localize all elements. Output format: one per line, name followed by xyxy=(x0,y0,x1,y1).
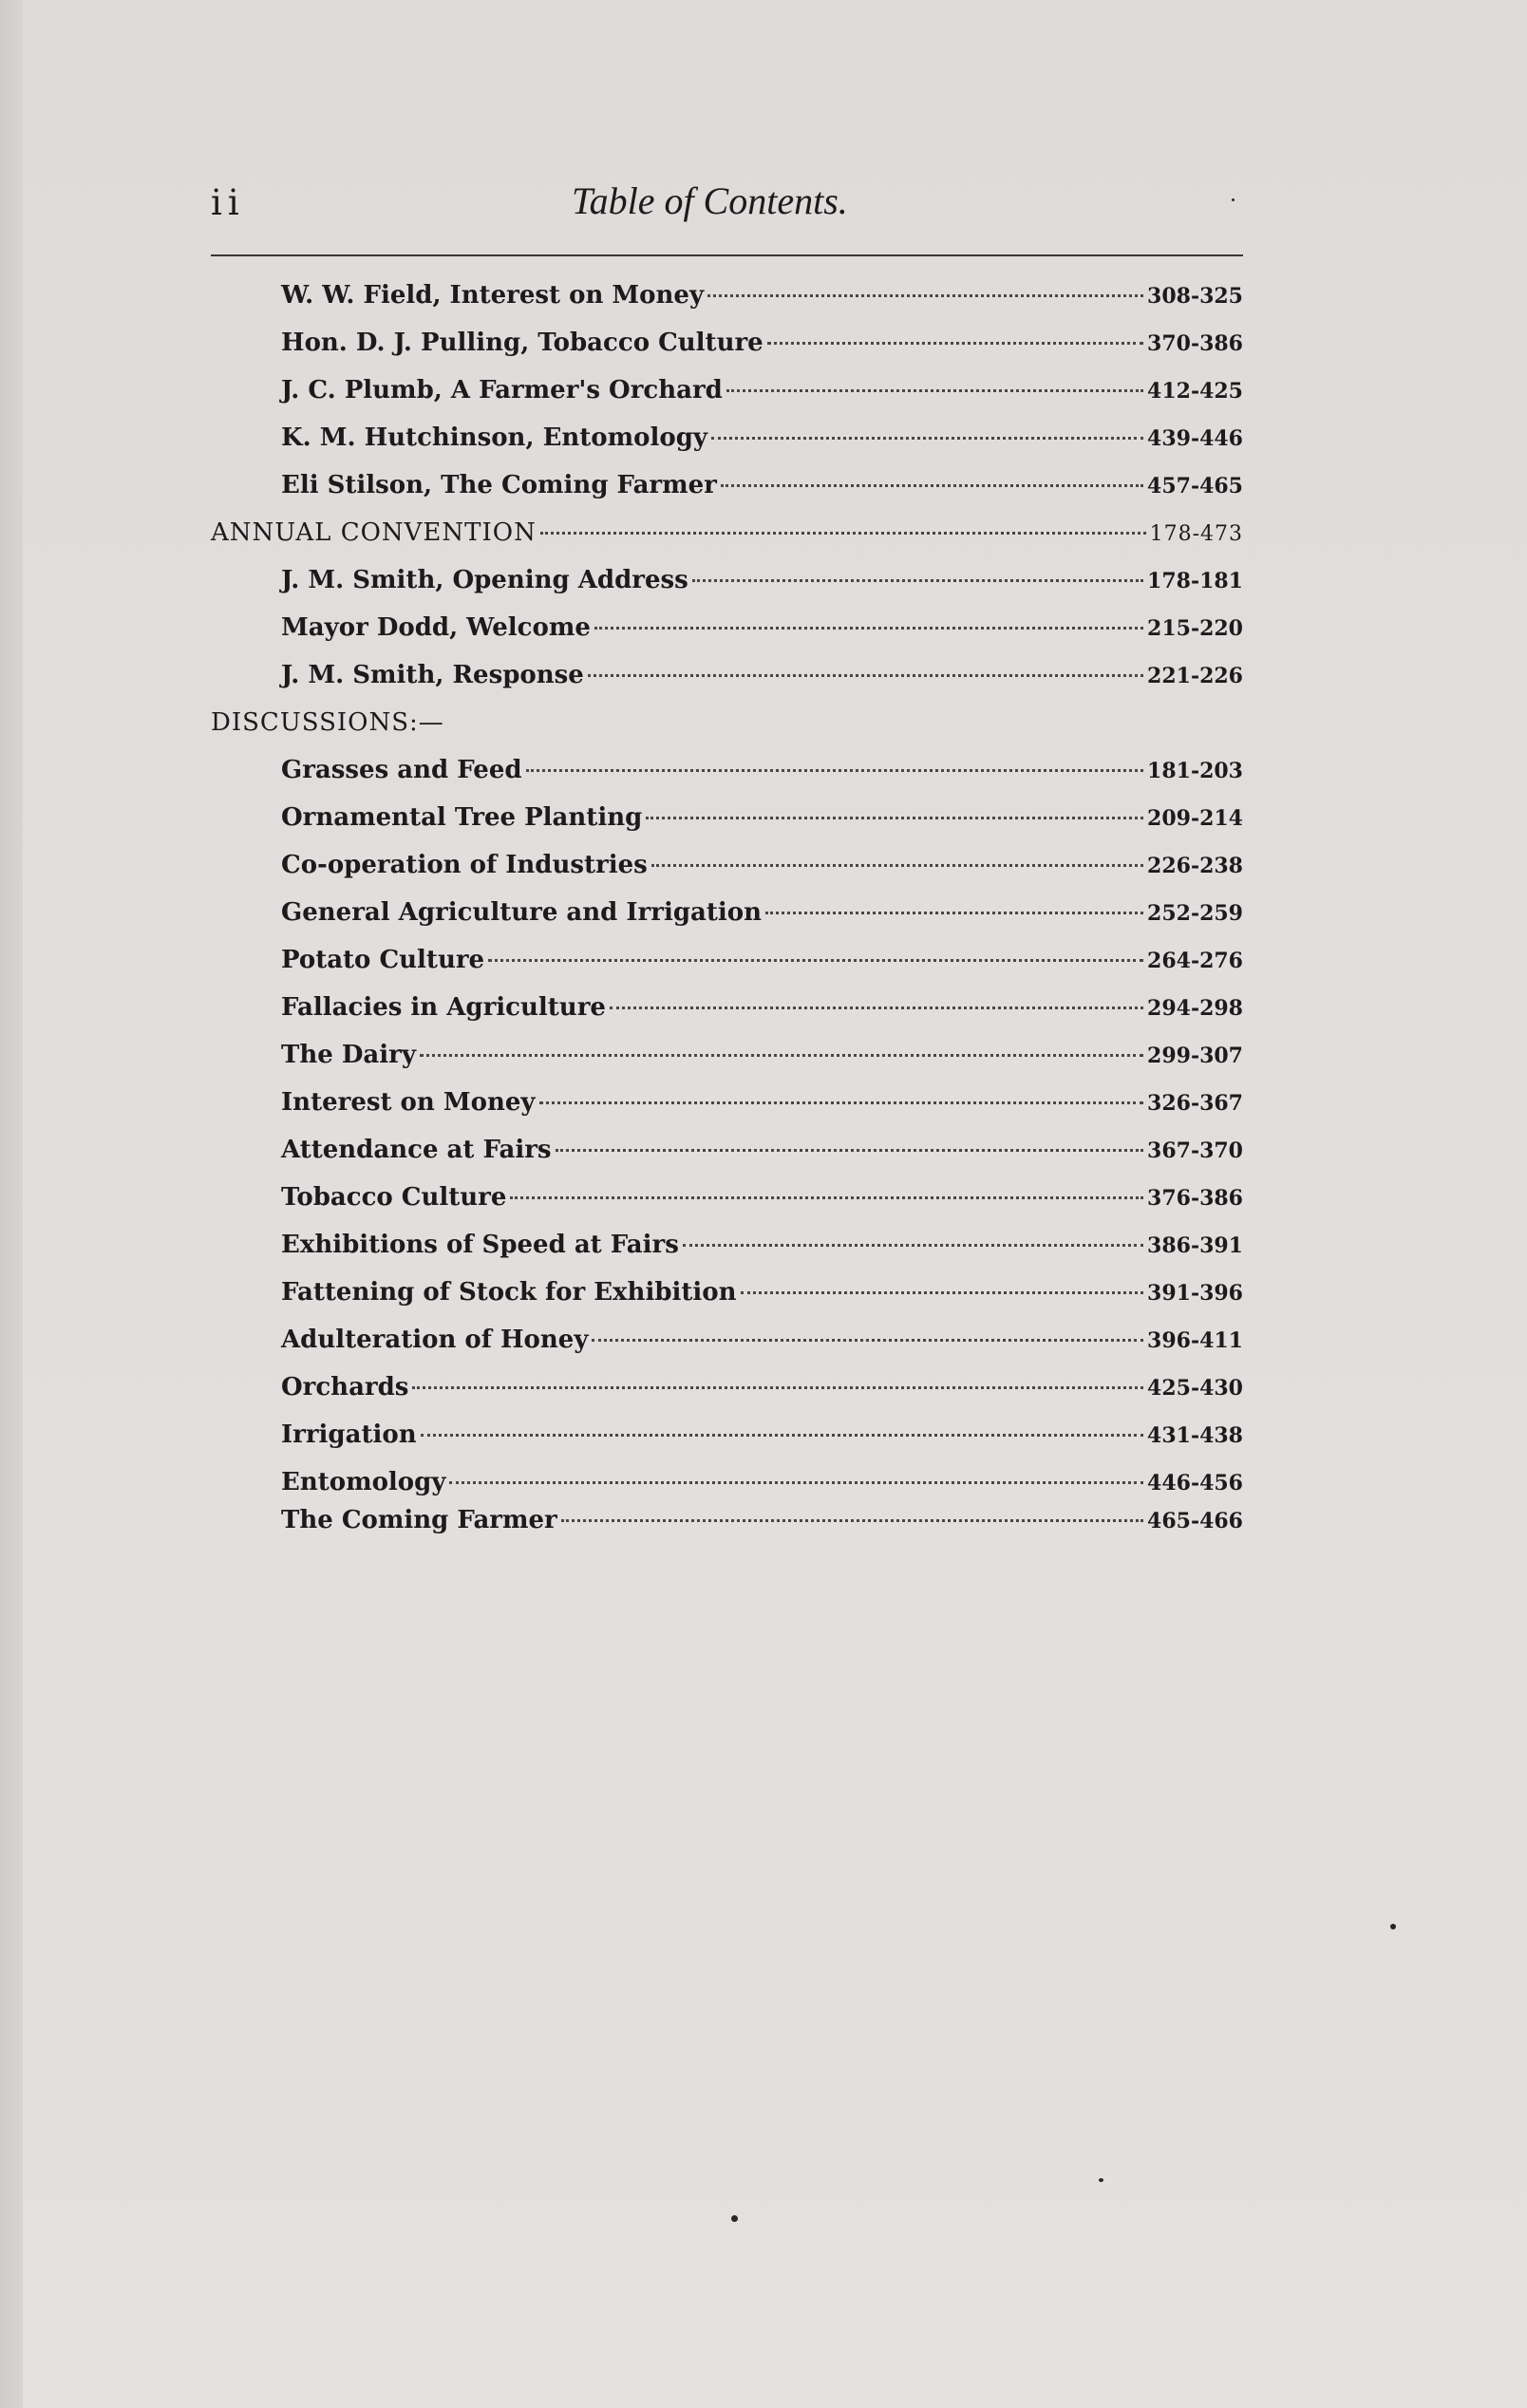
toc-entry xyxy=(281,661,1243,699)
toc-entry xyxy=(281,1231,1243,1269)
toc-entry xyxy=(281,1506,1243,1544)
toc-entry-label: J. M. Smith, Response xyxy=(281,661,584,689)
page-header xyxy=(211,179,1243,239)
toc-entry xyxy=(281,1183,1243,1221)
dot-leader xyxy=(594,627,1143,630)
toc-entry-label: Mayor Dodd, Welcome xyxy=(281,613,591,642)
toc-entry xyxy=(281,1136,1243,1174)
toc-entry-label: Exhibitions of Speed at Fairs xyxy=(281,1231,679,1259)
toc-entry-pages: 446-456 xyxy=(1147,1471,1243,1496)
dot-leader xyxy=(421,1434,1143,1437)
toc-entry-label: K. M. Hutchinson, Entomology xyxy=(281,423,707,452)
toc-entry-pages: 252-259 xyxy=(1147,901,1243,926)
toc-entry xyxy=(281,803,1243,841)
toc-entry-pages: 326-367 xyxy=(1147,1091,1243,1116)
toc-entry xyxy=(281,851,1243,889)
dot-leader xyxy=(726,389,1143,392)
toc-entry xyxy=(281,1326,1243,1364)
toc-entry-label: Tobacco Culture xyxy=(281,1183,507,1212)
dot-leader xyxy=(488,959,1143,962)
toc-entry-label: Ornamental Tree Planting xyxy=(281,803,643,832)
toc-entry-label: Irrigation xyxy=(281,1420,417,1449)
toc-entry xyxy=(281,1373,1243,1411)
dot-leader xyxy=(539,1101,1143,1104)
page-edge-shadow xyxy=(0,0,23,2408)
toc-entry-pages: 308-325 xyxy=(1147,284,1243,309)
paper-speck xyxy=(1232,198,1235,201)
toc-entry-label: Potato Culture xyxy=(281,946,485,974)
paper-speck xyxy=(731,2215,738,2222)
toc-entry xyxy=(281,946,1243,984)
toc-entry-label: The Dairy xyxy=(281,1041,416,1069)
toc-entry xyxy=(281,1278,1243,1316)
dot-leader xyxy=(449,1481,1143,1484)
toc-entry-label: J. C. Plumb, A Farmer's Orchard xyxy=(281,376,723,404)
toc-entry-pages: 439-446 xyxy=(1147,426,1243,451)
toc-entry-pages: 215-220 xyxy=(1147,616,1243,641)
toc-entry-pages: 178-473 xyxy=(1149,522,1243,546)
paper-speck xyxy=(1099,2178,1103,2182)
dot-leader xyxy=(510,1196,1143,1199)
toc-entry xyxy=(281,1088,1243,1126)
toc-entry-pages: 370-386 xyxy=(1147,331,1243,356)
dot-leader xyxy=(651,864,1143,867)
dot-leader xyxy=(721,484,1143,487)
toc-entry-pages: 396-411 xyxy=(1147,1328,1243,1353)
toc-entry-pages: 376-386 xyxy=(1147,1186,1243,1211)
toc-entry-label: Orchards xyxy=(281,1373,409,1402)
toc-section-heading xyxy=(211,708,1243,746)
toc-entry xyxy=(281,566,1243,604)
toc-entry-label: J. M. Smith, Opening Address xyxy=(281,566,688,594)
dot-leader xyxy=(588,674,1143,677)
toc-entry-label: Fattening of Stock for Exhibition xyxy=(281,1278,737,1307)
toc-entry xyxy=(281,993,1243,1031)
running-title: Table of Contents. xyxy=(572,179,848,222)
toc-entry-pages: 425-430 xyxy=(1147,1376,1243,1401)
toc-entry xyxy=(281,423,1243,461)
toc-entry-label: Entomology xyxy=(281,1468,446,1496)
dot-leader xyxy=(556,1149,1143,1152)
toc-entry-label: General Agriculture and Irrigation xyxy=(281,898,762,927)
toc-entry-pages: 178-181 xyxy=(1147,569,1243,593)
toc-entry-label: Adulteration of Honey xyxy=(281,1326,589,1354)
toc-entry-pages: 457-465 xyxy=(1147,474,1243,499)
toc-entry-pages: 367-370 xyxy=(1147,1138,1243,1163)
page-number: ii xyxy=(211,182,245,223)
toc-entry xyxy=(281,1468,1243,1506)
dot-leader xyxy=(540,532,1146,535)
toc-entry xyxy=(281,756,1243,794)
toc-section-heading xyxy=(211,518,1243,556)
dot-leader xyxy=(765,912,1143,914)
toc-entry xyxy=(281,1041,1243,1079)
dot-leader xyxy=(741,1291,1143,1294)
dot-leader xyxy=(683,1244,1143,1247)
dot-leader xyxy=(610,1006,1143,1009)
toc-entry-label: The Coming Farmer xyxy=(281,1506,557,1534)
toc-entry-pages: 181-203 xyxy=(1147,759,1243,783)
toc-entry-label: Attendance at Fairs xyxy=(281,1136,552,1164)
toc-entry xyxy=(281,471,1243,509)
paper-speck xyxy=(1390,1924,1396,1929)
header-rule xyxy=(211,254,1243,256)
toc-entry-pages: 412-425 xyxy=(1147,379,1243,404)
toc-entry-label: Co-operation of Industries xyxy=(281,851,648,879)
toc-entry-pages: 209-214 xyxy=(1147,806,1243,831)
toc-entry-label: Fallacies in Agriculture xyxy=(281,993,606,1022)
dot-leader xyxy=(692,579,1143,582)
dot-leader xyxy=(646,817,1143,819)
dot-leader xyxy=(592,1339,1143,1342)
toc-entry-label: Hon. D. J. Pulling, Tobacco Culture xyxy=(281,329,764,357)
toc-entry xyxy=(281,329,1243,367)
toc-entry-label: ANNUAL CONVENTION xyxy=(211,518,537,547)
dot-leader xyxy=(767,342,1143,345)
toc-entry-pages: 386-391 xyxy=(1147,1233,1243,1258)
dot-leader xyxy=(526,769,1143,772)
toc-entry-label: Grasses and Feed xyxy=(281,756,522,784)
toc-entry-label: W. W. Field, Interest on Money xyxy=(281,281,705,310)
dot-leader xyxy=(420,1054,1143,1057)
toc-entry-pages: 226-238 xyxy=(1147,854,1243,878)
toc-entry-pages: 294-298 xyxy=(1147,996,1243,1021)
toc-entry xyxy=(281,376,1243,414)
toc-entry-pages: 264-276 xyxy=(1147,949,1243,973)
toc-entry xyxy=(281,613,1243,651)
toc-entry-pages: 221-226 xyxy=(1147,664,1243,688)
toc-entry-pages: 431-438 xyxy=(1147,1423,1243,1448)
dot-leader xyxy=(561,1519,1143,1522)
toc-entry-pages: 391-396 xyxy=(1147,1281,1243,1306)
dot-leader xyxy=(412,1386,1143,1389)
dot-leader xyxy=(707,294,1143,297)
toc-entry-label: Interest on Money xyxy=(281,1088,536,1117)
toc-entry-label: DISCUSSIONS:— xyxy=(211,708,444,737)
toc-entry xyxy=(281,281,1243,319)
toc-entry-pages: 465-466 xyxy=(1147,1509,1243,1533)
toc-entry-pages: 299-307 xyxy=(1147,1044,1243,1068)
toc-entry-label: Eli Stilson, The Coming Farmer xyxy=(281,471,717,499)
toc-entry xyxy=(281,1420,1243,1458)
toc-entry xyxy=(281,898,1243,936)
dot-leader xyxy=(711,437,1143,440)
